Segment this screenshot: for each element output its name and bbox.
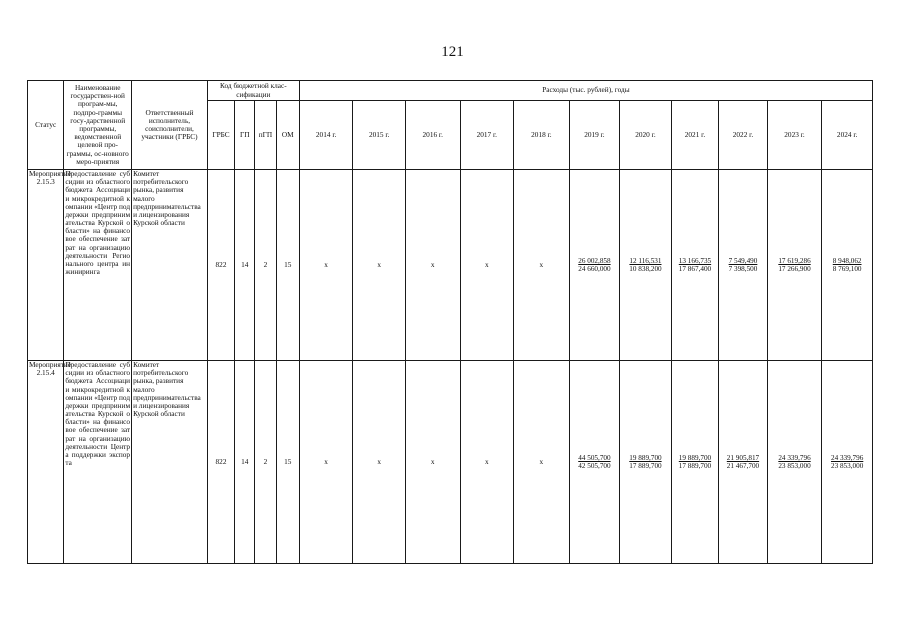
row-amount-2015: x xyxy=(353,170,406,361)
header-code-gp: ГП xyxy=(235,101,255,170)
row-status: Мероприятие 2.15.3 xyxy=(28,170,64,361)
header-year-2015: 2015 г. xyxy=(353,101,406,170)
row-amount-2024: 8 948,062 8 769,100 xyxy=(822,170,873,361)
header-responsible: Ответственный исполнитель, соисполнители, участники (ГРБС) xyxy=(132,81,208,170)
row-code-gp: 14 xyxy=(235,361,255,564)
row-status: Мероприятие 2.15.4 xyxy=(28,361,64,564)
row-amount-2023: 17 619,286 17 266,900 xyxy=(767,170,822,361)
header-year-2016: 2016 г. xyxy=(405,101,460,170)
header-budget-code: Код бюджетной клас-сификации xyxy=(207,81,299,101)
header-code-pgp: пГП xyxy=(255,101,276,170)
row-amount-2022: 21 905,817 21 467,700 xyxy=(719,361,768,564)
row-amount-2017: x xyxy=(460,170,514,361)
row-amount-2019: 44 505,700 42 505,700 xyxy=(569,361,620,564)
row-name: Предоставление субсидии из областного бюджета Ассоциации микрокредитной компании «Центр поддержки предпринимательства Курской области» на финансовое обеспечение затрат на организацию деятельности Центра поддержки экспорта xyxy=(64,361,132,564)
table-row xyxy=(28,361,873,564)
row-name: Предоставление субсидии из областного бюджета Ассоциации микрокредитной компании «Центр поддержки предпринимательства Курской области» на финансовое обеспечение затрат на организацию деятельности Регионального центра инжиниринга xyxy=(64,170,132,361)
row-responsible: Комитет потребительского рынка, развития малого предпринимательства и лицензирования Курской области xyxy=(132,170,208,361)
header-year-2020: 2020 г. xyxy=(620,101,672,170)
header-name: Наименование государствен-ной програм-мы, подпро-граммы госу-дарственной программы, ведомственной целевой про-граммы, ос-новного меро-приятия xyxy=(64,81,132,170)
row-amount-2018: x xyxy=(514,170,570,361)
row-amount-2021: 13 166,735 17 867,400 xyxy=(671,170,719,361)
row-amount-2019: 26 002,858 24 660,000 xyxy=(569,170,620,361)
row-code-pgp: 2 xyxy=(255,170,276,361)
row-amount-2021: 19 889,700 17 889,700 xyxy=(671,361,719,564)
row-amount-2017: x xyxy=(460,361,514,564)
row-amount-2022: 7 549,490 7 398,500 xyxy=(719,170,768,361)
page-number: 121 xyxy=(441,44,464,60)
row-amount-2020: 12 116,531 10 838,200 xyxy=(620,170,672,361)
row-amount-2014: x xyxy=(299,361,353,564)
header-year-2017: 2017 г. xyxy=(460,101,514,170)
row-code-grbs: 822 xyxy=(207,170,234,361)
budget-table xyxy=(27,80,873,564)
table-row xyxy=(28,170,873,361)
row-responsible: Комитет потребительского рынка, развития малого предпринимательства и лицензирования Курской области xyxy=(132,361,208,564)
header-year-2019: 2019 г. xyxy=(569,101,620,170)
header-year-2024: 2024 г. xyxy=(822,101,873,170)
row-amount-2020: 19 889,700 17 889,700 xyxy=(620,361,672,564)
header-year-2014: 2014 г. xyxy=(299,101,353,170)
row-amount-2015: x xyxy=(353,361,406,564)
row-amount-2023: 24 339,796 23 853,000 xyxy=(767,361,822,564)
row-amount-2024: 24 339,796 23 853,000 xyxy=(822,361,873,564)
row-amount-2018: x xyxy=(514,361,570,564)
row-code-gp: 14 xyxy=(235,170,255,361)
header-expenses: Расходы (тыс. рублей), годы xyxy=(299,81,872,101)
row-amount-2016: x xyxy=(405,170,460,361)
header-code-grbs: ГРБС xyxy=(207,101,234,170)
header-year-2018: 2018 г. xyxy=(514,101,570,170)
row-code-grbs: 822 xyxy=(207,361,234,564)
header-status: Статус xyxy=(28,81,64,170)
row-code-om: 15 xyxy=(276,170,299,361)
header-code-om: ОМ xyxy=(276,101,299,170)
header-year-2022: 2022 г. xyxy=(719,101,768,170)
header-year-2023: 2023 г. xyxy=(767,101,822,170)
row-code-om: 15 xyxy=(276,361,299,564)
header-year-2021: 2021 г. xyxy=(671,101,719,170)
row-code-pgp: 2 xyxy=(255,361,276,564)
row-amount-2016: x xyxy=(405,361,460,564)
row-amount-2014: x xyxy=(299,170,353,361)
